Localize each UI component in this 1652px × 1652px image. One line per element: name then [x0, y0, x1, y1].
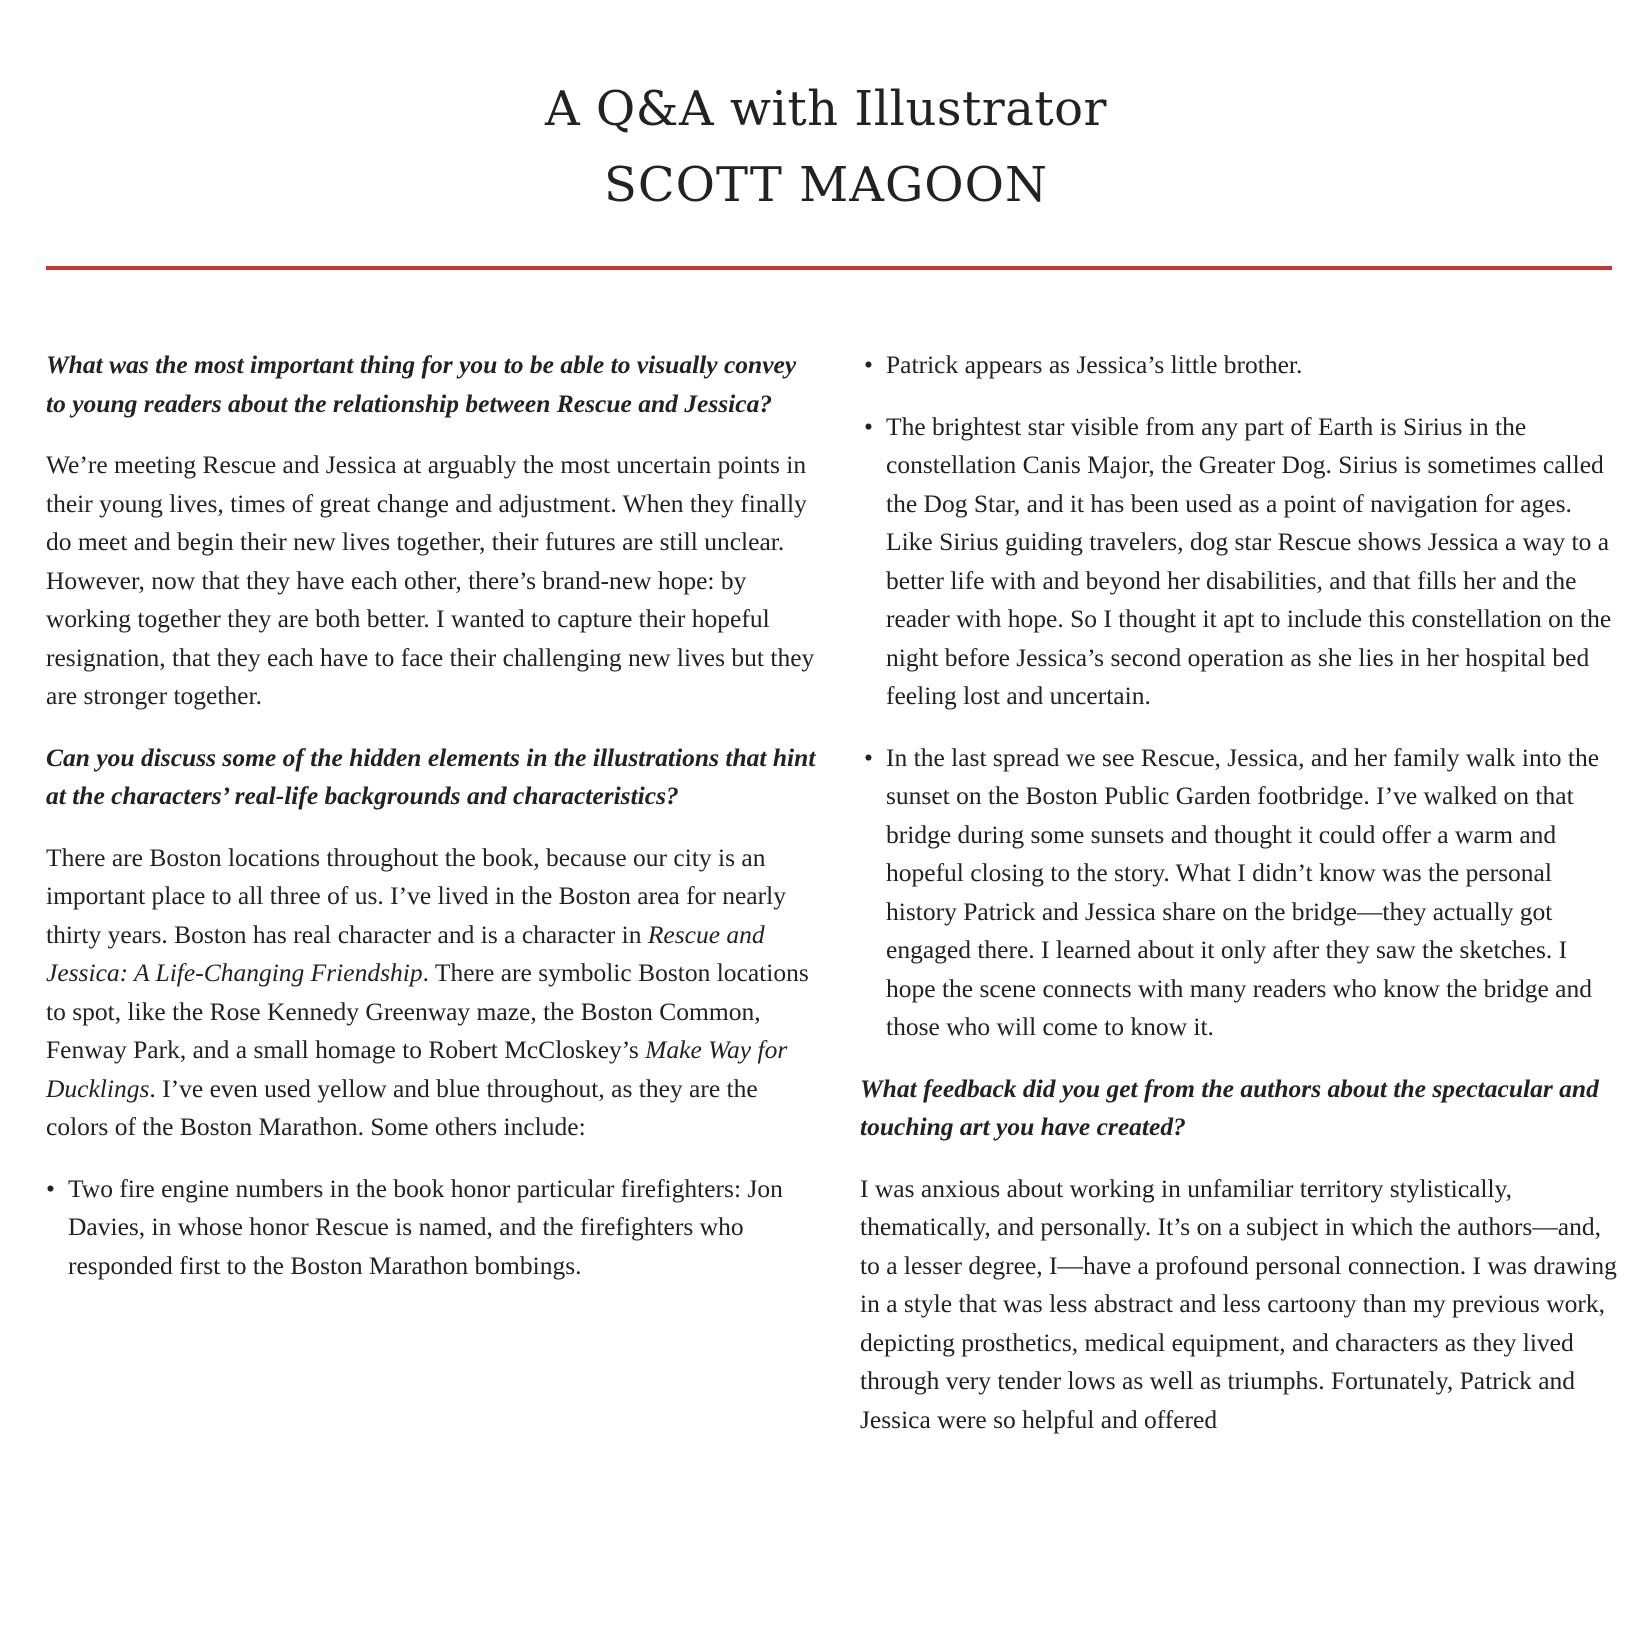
list-item [864, 408, 1620, 716]
question-1: What was the most important thing for you to be able to visually convey to young readers about the relationship between Rescue and Jessica? [46, 350, 797, 418]
list-item-text: Two fire engine numbers in the book honor particular firefighters: Jon Davies, in whose honor Rescue is named, and the firefighters who responded first to the Boston Marathon bombings. [68, 1173, 783, 1280]
list-item-text: In the last spread we see Rescue, Jessica, and her family walk into the sunset on the Boston Public Garden footbridge. I’ve walked on that bridge during some sunsets and thought it could offer a warm and hopeful closing to the story. What I didn’t know was the personal history Patrick and Jessica share on the bridge—they actually got engaged there. I learned about it only after they saw the sketches. I hope the scene connects with many readers who know the bridge and those who will come to know it. [886, 742, 1600, 1041]
question-2: Can you discuss some of the hidden elements in the illustrations that hint at the characters’ real-life backgrounds and characteristics? [46, 742, 816, 810]
bullet-icon: • [864, 411, 873, 441]
hidden-elements-list-continued [864, 346, 1620, 1047]
red-divider [46, 266, 1612, 270]
left-column [46, 346, 816, 1308]
book-title-ducklings: Make Way for Ducklings [46, 1035, 788, 1103]
list-item [864, 346, 1620, 385]
book-title: Rescue and Jessica: A Life-Changing Friendship [46, 919, 765, 987]
bullet-icon: • [864, 350, 873, 379]
list-item [864, 739, 1620, 1047]
answer-1: We’re meeting Rescue and Jessica at arguably the most uncertain points in their young lives, times of great change and adjustment. When they finally do meet and begin their new lives together, their futures are still unclear. However, now that they have each other, there’s brand-new hope: by working together they are both better. I wanted to capture their hopeful resignation, that they each have to face their challenging new lives but they are stronger together. [46, 450, 815, 710]
list-item [46, 1170, 816, 1286]
answer-2-text-1: There are Boston locations throughout the book, because our city is an important place to all three of us. I’ve lived in the Boston area for nearly thirty years. Boston has real character and is a character in [46, 842, 786, 949]
list-item-text: Patrick appears as Jessica’s little brother. [886, 350, 1303, 379]
page-header [0, 78, 1652, 216]
answer-2-text-3: . I’ve even used yellow and blue throughout, as they are the colors of the Boston Marathon. Some others include: [46, 1073, 758, 1141]
answer-2-text-2: . There are symbolic Boston locations to spot, like the Rose Kennedy Greenway maze, the Boston Common, Fenway Park, and a small homage to Robert McCloskey’s [46, 958, 809, 1064]
bullet-icon: • [46, 1173, 55, 1203]
illustrator-name: SCOTT MAGOON [604, 157, 1048, 213]
question-3: What feedback did you get from the authors about the spectacular and touching art you have created? [860, 1073, 1599, 1141]
answer-3: I was anxious about working in unfamiliar territory stylistically, thematically, and personally. It’s on a subject in which the authors—and, to a lesser degree, I—have a profound personal connection. I was drawing in a style that was less abstract and less cartoony than my previous work, depicting prosthetics, medical equipment, and characters as they lived through very tender lows as well as triumphs. Fortunately, Patrick and Jessica were so helpful and offered [860, 1173, 1617, 1434]
right-column [860, 346, 1620, 1462]
list-item-text: The brightest star visible from any part of Earth is Sirius in the constellation Canis Major, the Greater Dog. Sirius is sometimes called the Dog Star, and it has been used as a point of navigation for ages. Like Sirius guiding travelers, dog star Rescue shows Jessica a way to a better life with and beyond her disabilities, and that fills her and the reader with hope. So I thought it apt to include this constellation on the night before Jessica’s second operation as she lies in her hospital bed feeling lost and uncertain. [886, 411, 1612, 710]
hidden-elements-list [46, 1170, 816, 1286]
page-title: A Q&A with Illustrator [544, 81, 1107, 137]
bullet-icon: • [864, 742, 873, 772]
answer-2 [46, 839, 816, 1147]
